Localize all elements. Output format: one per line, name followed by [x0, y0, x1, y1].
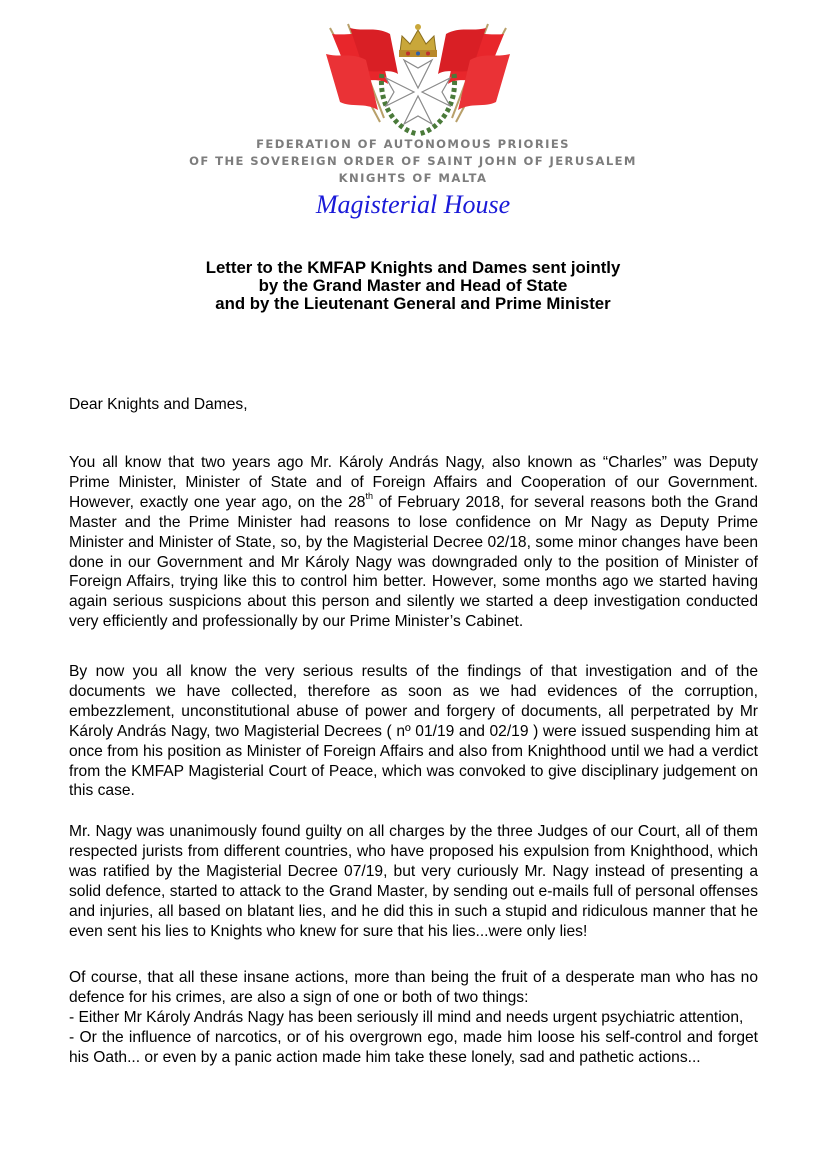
- org-name-line-3: KNIGHTS OF MALTA: [338, 171, 488, 185]
- paragraph-1-part-a: You all know that two years ago Mr. Károly András Nagy, also known as “Charles” was Deputy Prime Minister, Minister of State and of Foreign Affairs and Cooperation of our Government. However, exactly one year ago, on the 28: [69, 454, 758, 511]
- crown-icon: [399, 24, 437, 57]
- right-flags-icon: [438, 24, 510, 122]
- paragraph-1: [69, 453, 758, 632]
- list-item-1: - Either Mr Károly András Nagy has been seriously ill mind and needs urgent psychiatric attention,: [69, 1008, 744, 1026]
- paragraph-4: [69, 968, 758, 1068]
- letter-title-line-3: and by the Lieutenant General and Prime Minister: [215, 294, 611, 313]
- org-name-line-1: FEDERATION OF AUTONOMOUS PRIORIES: [256, 137, 570, 151]
- salutation: Dear Knights and Dames,: [69, 396, 248, 413]
- magisterial-house-heading: Magisterial House: [315, 190, 511, 219]
- paragraph-1-part-b: of February 2018, for several reasons both the Grand Master and the Prime Minister had reasons to lose confidence on Mr Nagy as Deputy Prime Minister and Minister of State, so, by the Magisterial Decree 02/18, some minor changes have been done in our Government and Mr Károly Nagy was downgraded only to the position of Minister of Foreign Affairs, trying like this to control him better. However, some months ago we started having again serious suspicions about this person and silently we started a deep investigation conducted very efficiently and professionally by our Prime Minister’s Cabinet.: [69, 493, 758, 631]
- paragraph-3: Mr. Nagy was unanimously found guilty on all charges by the three Judges of our Court, all of them respected jurists from different countries, who have proposed his expulsion from Knighthood, which was ratified by the Magisterial Decree 07/19, but very curiously Mr. Nagy instead of presenting a solid defence, started to attack to the Grand Master, by sending out e-mails full of personal offenses and injuries, all based on blatant lies, and he did this in such a stupid and ridiculous manner that he even sent his lies to Knights who knew for sure that his lies...were only lies!: [69, 823, 758, 940]
- org-name-line-2: OF THE SOVEREIGN ORDER OF SAINT JOHN OF JERUSALEM: [189, 154, 637, 168]
- letter-title-line-2: by the Grand Master and Head of State: [258, 276, 568, 295]
- list-item-2: - Or the influence of narcotics, or of his overgrown ego, made him loose his self-control and forget his Oath... or even by a panic action made him take these lonely, sad and pathetic actions...: [69, 1028, 758, 1066]
- letter-title-line-1: Letter to the KMFAP Knights and Dames sent jointly: [205, 258, 621, 277]
- maltese-cross-crest-icon: [318, 14, 518, 144]
- paragraph-2: By now you all know the very serious results of the findings of that investigation and of the documents we have collected, therefore as soon as we had evidences of the corruption, embezzlement, unconstitutional abuse of power and forgery of documents, all perpetrated by Mr Károly András Nagy, two Magisterial Decrees ( nº 01/19 and 02/19 ) were issued suspending him at once from his position as Minister of Foreign Affairs and also from Knighthood until we had a verdict from the KMFAP Magisterial Court of Peace, which was convoked to give disciplinary judgement on this case.: [69, 663, 758, 800]
- paragraph-4-intro: Of course, that all these insane actions, more than being the fruit of a desperate man who has no defence for his crimes, are also a sign of one or both of two things:: [69, 969, 758, 1006]
- left-flags-icon: [326, 24, 398, 122]
- ordinal-suffix: th: [365, 490, 373, 501]
